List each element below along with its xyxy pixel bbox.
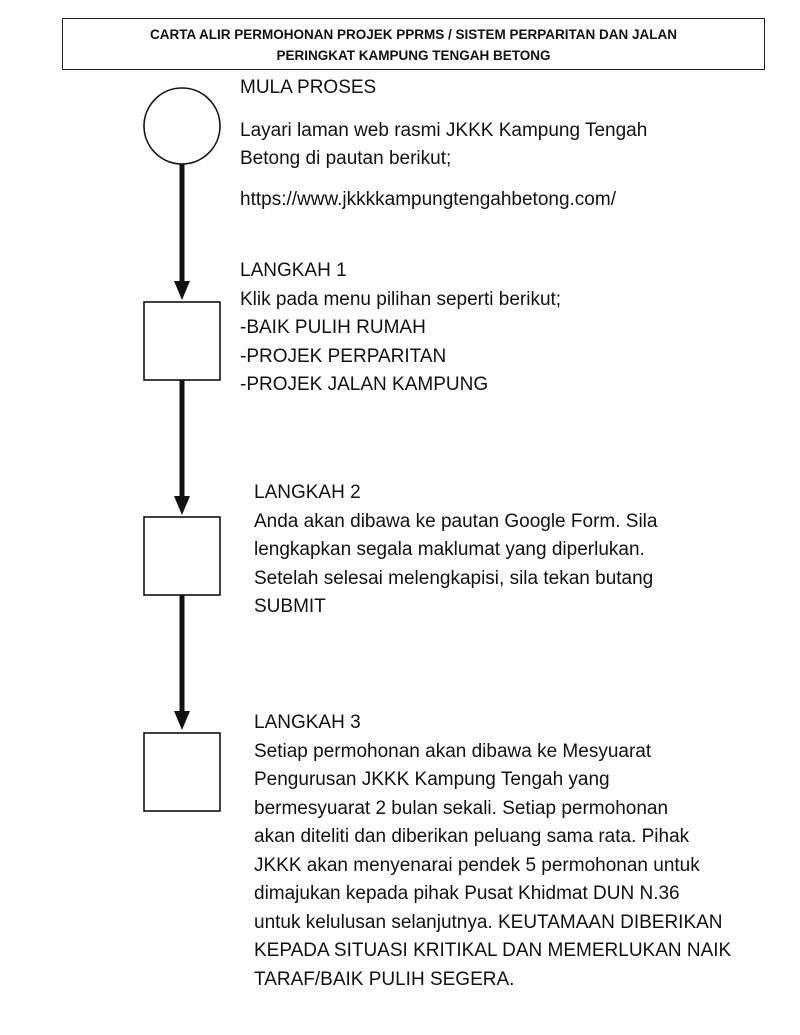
title-line-2: PERINGKAT KAMPUNG TENGAH BETONG bbox=[276, 48, 551, 63]
step1-line: -PROJEK PERPARITAN bbox=[240, 345, 447, 367]
title-line-1: CARTA ALIR PERMOHONAN PROJEK PPRMS / SISTEM PERPARITAN DAN JALAN bbox=[149, 27, 678, 42]
step3-text-block bbox=[254, 709, 731, 994]
step1-text-block bbox=[240, 257, 561, 400]
step1-line: -BAIK PULIH RUMAH bbox=[240, 317, 426, 338]
step3-line: dimajukan kepada pihak Pusat Khidmat DUN N.36 bbox=[254, 883, 680, 904]
step1-node-box bbox=[144, 302, 220, 380]
step3-line: TARAF/BAIK PULIH SEGERA. bbox=[254, 968, 515, 990]
arrowhead-step3 bbox=[174, 711, 190, 730]
start-text-block bbox=[240, 74, 647, 214]
step3-line: Pengurusan JKKK Kampung Tengah yang bbox=[254, 769, 610, 790]
start-node-circle bbox=[144, 88, 220, 164]
step3-line: Setiap permohonan akan dibawa ke Mesyuarat bbox=[254, 740, 652, 762]
step3-heading: LANGKAH 3 bbox=[254, 712, 361, 733]
step2-line: SUBMIT bbox=[254, 596, 326, 617]
step3-line: JKKK akan menyenarai pendek 5 permohonan untuk bbox=[254, 854, 700, 876]
step2-line: Setelah selesai melengkapisi, sila tekan butang bbox=[254, 567, 654, 589]
step3-node-box bbox=[144, 733, 220, 811]
step1-line: -PROJEK JALAN KAMPUNG bbox=[240, 374, 489, 395]
start-heading: MULA PROSES bbox=[240, 77, 377, 98]
step1-heading: LANGKAH 1 bbox=[240, 260, 347, 281]
arrowhead-step2 bbox=[174, 496, 190, 515]
start-line-1: Layari laman web rasmi JKKK Kampung Tengah bbox=[240, 119, 648, 141]
step3-line: akan diteliti dan diberikan peluang sama rata. Pihak bbox=[254, 826, 690, 847]
step2-line: lengkapkan segala maklumat yang diperlukan. bbox=[254, 539, 645, 560]
start-line-2: Betong di pautan berikut; bbox=[240, 148, 452, 169]
step3-line: KEPADA SITUASI KRITIKAL DAN MEMERLUKAN NAIK bbox=[254, 940, 732, 961]
step2-line: Anda akan dibawa ke pautan Google Form. Sila bbox=[254, 510, 658, 532]
start-url-link[interactable]: https://www.jkkkkampungtengahbetong.com/ bbox=[240, 188, 616, 210]
step2-heading: LANGKAH 2 bbox=[254, 482, 361, 503]
step1-line: Klik pada menu pilihan seperti berikut; bbox=[240, 288, 562, 310]
step3-line: bermesyuarat 2 bulan sekali. Setiap permohonan bbox=[254, 797, 669, 819]
step2-node-box bbox=[144, 517, 220, 595]
arrowhead-step1 bbox=[174, 281, 190, 300]
step2-text-block bbox=[254, 479, 657, 622]
step3-line: untuk kelulusan selanjutnya. KEUTAMAAN DIBERIKAN bbox=[254, 911, 723, 933]
